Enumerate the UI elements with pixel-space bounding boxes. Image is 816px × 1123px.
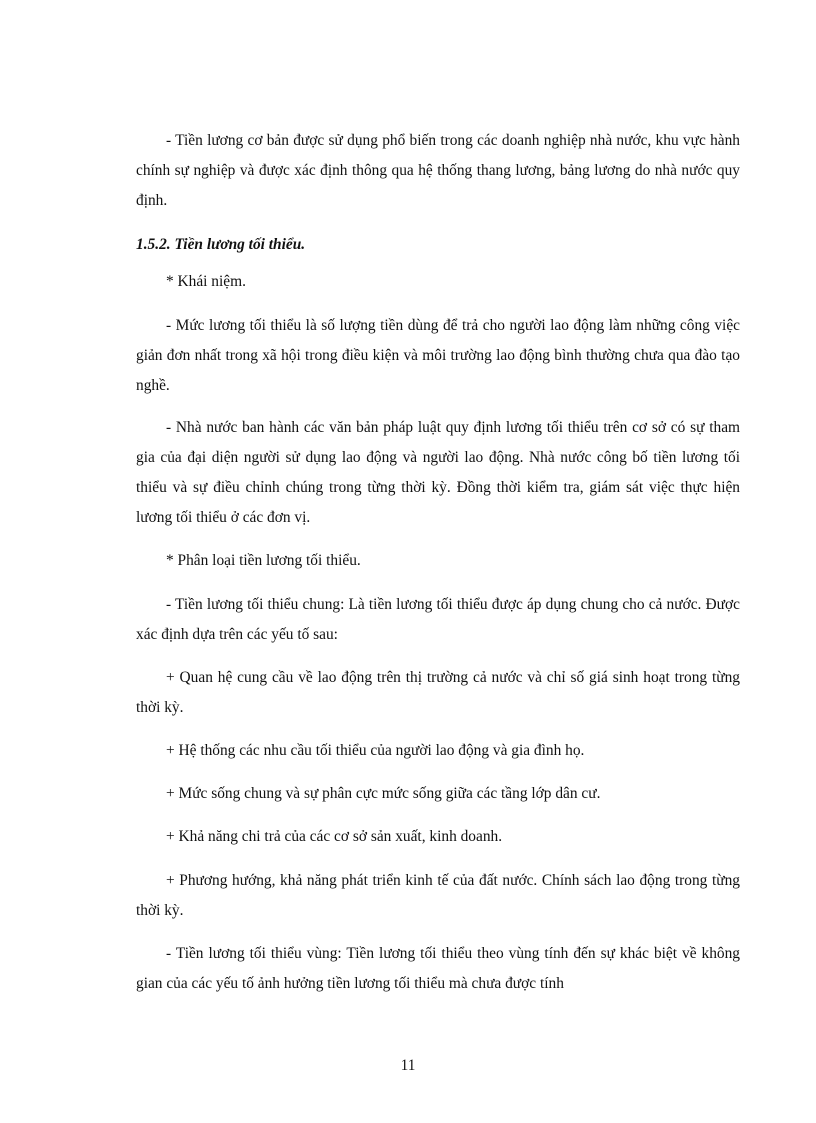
paragraph-basic-salary: - Tiền lương cơ bản được sử dụng phổ biến trong các doanh nghiệp nhà nước, khu vực hành chính sự nghiệp và được xác định thông qua hệ thống thang lương, bảng lương do nhà nước quy định. [136, 132, 740, 209]
page-number: 11 [400, 1057, 416, 1074]
list-item-living-standard: + Mức sống chung và sự phân cực mức sống giữa các tầng lớp dân cư. [166, 785, 601, 802]
list-item-economic-direction: + Phương hướng, khả năng phát triển kinh tế của đất nước. Chính sách lao động trong từng thời kỳ. [136, 872, 740, 919]
paragraph-general-min-wage: - Tiền lương tối thiểu chung: Là tiền lương tối thiểu được áp dụng chung cho cả nước. Được xác định dựa trên các yếu tố sau: [136, 596, 740, 643]
list-item-supply-demand: + Quan hệ cung cầu về lao động trên thị trường cả nước và chỉ số giá sinh hoạt trong từng thời kỳ. [136, 669, 740, 716]
list-item-ability-to-pay: + Khả năng chi trả của các cơ sở sản xuất, kinh doanh. [166, 828, 503, 845]
paragraph-classification-label: * Phân loại tiền lương tối thiểu. [166, 552, 361, 569]
paragraph-concept-label: * Khái niệm. [166, 273, 246, 290]
list-item-minimum-needs: + Hệ thống các nhu cầu tối thiểu của người lao động và gia đình họ. [166, 742, 585, 759]
section-heading: 1.5.2. Tiền lương tối thiểu. [136, 236, 306, 253]
paragraph-min-wage-definition: - Mức lương tối thiểu là số lượng tiền dùng để trả cho người lao động làm những công việc giản đơn nhất trong xã hội trong điều kiện và môi trường lao động bình thường chưa qua đào tạo nghề. [136, 317, 740, 394]
paragraph-regional-min-wage: - Tiền lương tối thiểu vùng: Tiền lương tối thiểu theo vùng tính đến sự khác biệt về không gian của các yếu tố ảnh hưởng tiền lương tối thiểu mà chưa được tính [136, 945, 740, 992]
paragraph-state-regulation: - Nhà nước ban hành các văn bản pháp luật quy định lương tối thiểu trên cơ sở có sự tham gia của đại diện người sử dụng lao động và người lao động. Nhà nước công bố tiền lương tối thiểu và sự điều chỉnh chúng trong từng thời kỳ. Đồng thời kiểm tra, giám sát việc thực hiện lương tối thiểu ở các đơn vị. [136, 419, 740, 526]
